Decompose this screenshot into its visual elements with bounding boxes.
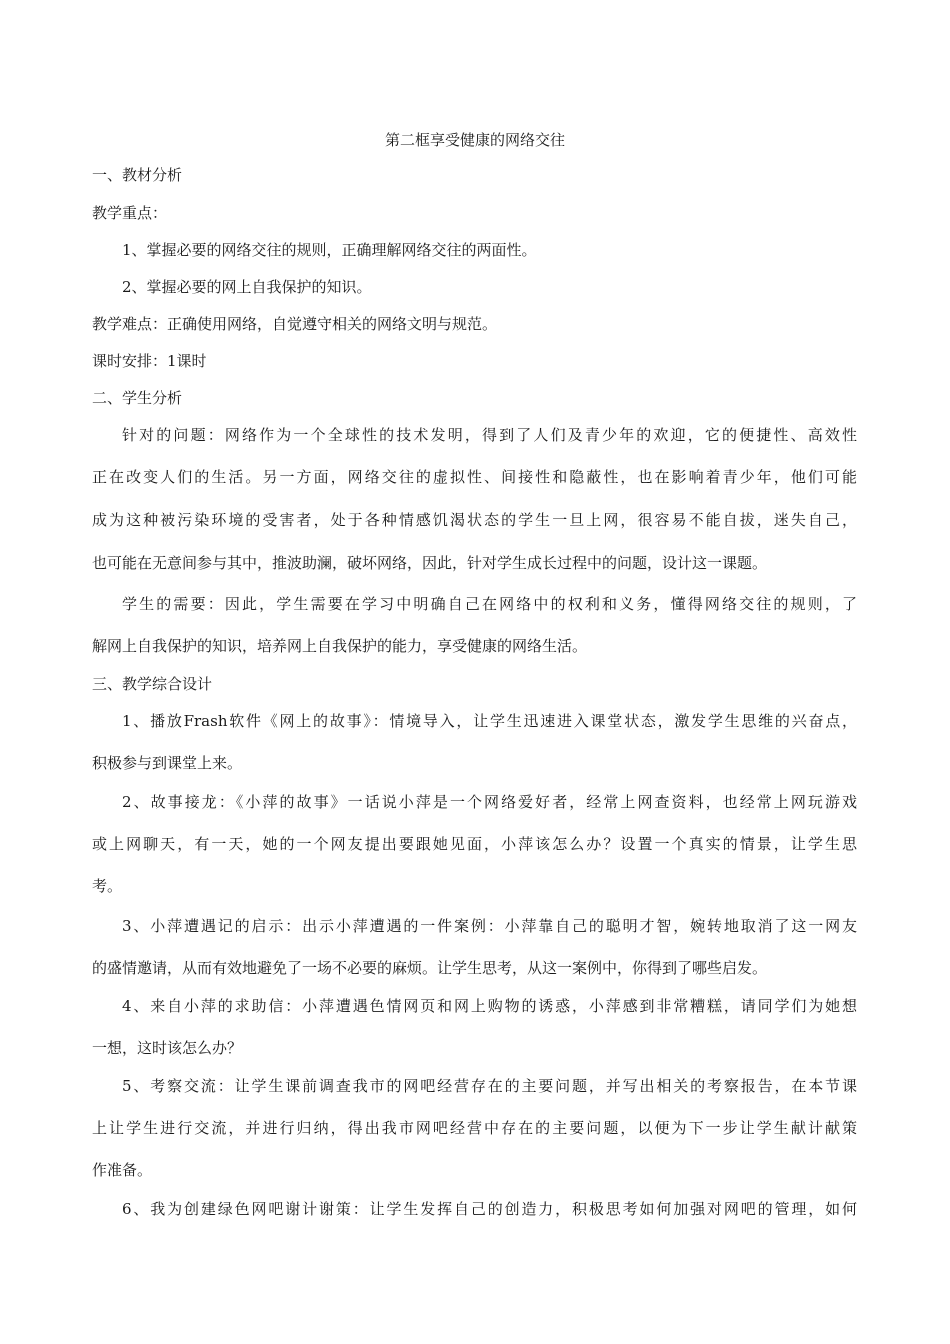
paragraph-line: 正在改变人们的生活。另一方面，网络交往的虚拟性、间接性和隐蔽性，也在影响着青少年，他们可能 (92, 468, 857, 486)
section-heading-textbook-analysis: 一、教材分析 (92, 166, 183, 184)
paragraph-line: 的盛情邀请，从而有效地避免了一场不必要的麻烦。让学生思考，从这一案例中，你得到了哪些启发。 (92, 959, 768, 977)
paragraph-line: 学生的需要：因此，学生需要在学习中明确自己在网络中的权利和义务，懂得网络交往的规则，了 (122, 595, 857, 613)
teaching-focus-label: 教学重点： (92, 204, 168, 222)
document-title: 第二框享受健康的网络交往 (384, 131, 565, 149)
paragraph-line: 成为这种被污染环境的受害者，处于各种情感饥渴状态的学生一旦上网，很容易不能自拔，迷失自己， (92, 511, 857, 529)
class-hours: 课时安排：1课时 (92, 352, 207, 370)
paragraph-line: 解网上自我保护的知识，培养网上自我保护的能力，享受健康的网络生活。 (92, 637, 588, 655)
teaching-difficulty: 教学难点：正确使用网络，自觉遵守相关的网络文明与规范。 (92, 315, 498, 333)
focus-item-1: 1、掌握必要的网络交往的规则，正确理解网络交往的两面性。 (122, 241, 537, 259)
focus-item-2: 2、掌握必要的网上自我保护的知识。 (122, 278, 372, 296)
paragraph-line: 考。 (92, 877, 123, 895)
section-heading-student-analysis: 二、学生分析 (92, 389, 183, 407)
paragraph-line: 2、故事接龙：《小萍的故事》一话说小萍是一个网络爱好者，经常上网查资料，也经常上网玩游戏 (122, 793, 857, 811)
paragraph-line: 4、来自小萍的求助信：小萍遭遇色情网页和网上购物的诱惑，小萍感到非常糟糕，请同学们为她想 (122, 997, 857, 1015)
paragraph-line: 5、考察交流：让学生课前调查我市的网吧经营存在的主要问题，并写出相关的考察报告，在本节课 (122, 1077, 857, 1095)
paragraph-line: 作准备。 (92, 1161, 153, 1179)
paragraph-line: 积极参与到课堂上来。 (92, 754, 243, 772)
paragraph-line: 6、我为创建绿色网吧谢计谢策：让学生发挥自己的创造力，积极思考如何加强对网吧的管理，如何 (122, 1200, 857, 1218)
section-heading-teaching-design: 三、教学综合设计 (92, 675, 213, 693)
paragraph-line: 上让学生进行交流，并进行归纳，得出我市网吧经营中存在的主要问题，以便为下一步让学生献计献策 (92, 1119, 857, 1137)
paragraph-line: 3、小萍遭遇记的启示：出示小萍遭遇的一件案例：小萍靠自己的聪明才智，婉转地取消了这一网友 (122, 917, 857, 935)
paragraph-line: 1、播放Frash软件《网上的故事》：情境导入，让学生迅速进入课堂状态，激发学生思维的兴奋点， (122, 712, 857, 730)
paragraph-line: 针对的问题：网络作为一个全球性的技术发明，得到了人们及青少年的欢迎，它的便捷性、高效性 (122, 426, 857, 444)
paragraph-line: 一想，这时该怎么办？ (92, 1039, 243, 1057)
paragraph-line: 也可能在无意间参与其中，推波助澜，破坏网络，因此，针对学生成长过程中的问题，设计这一课题。 (92, 554, 768, 572)
paragraph-line: 或上网聊天，有一天，她的一个网友提出要跟她见面，小萍该怎么办？设置一个真实的情景，让学生思 (92, 835, 857, 853)
